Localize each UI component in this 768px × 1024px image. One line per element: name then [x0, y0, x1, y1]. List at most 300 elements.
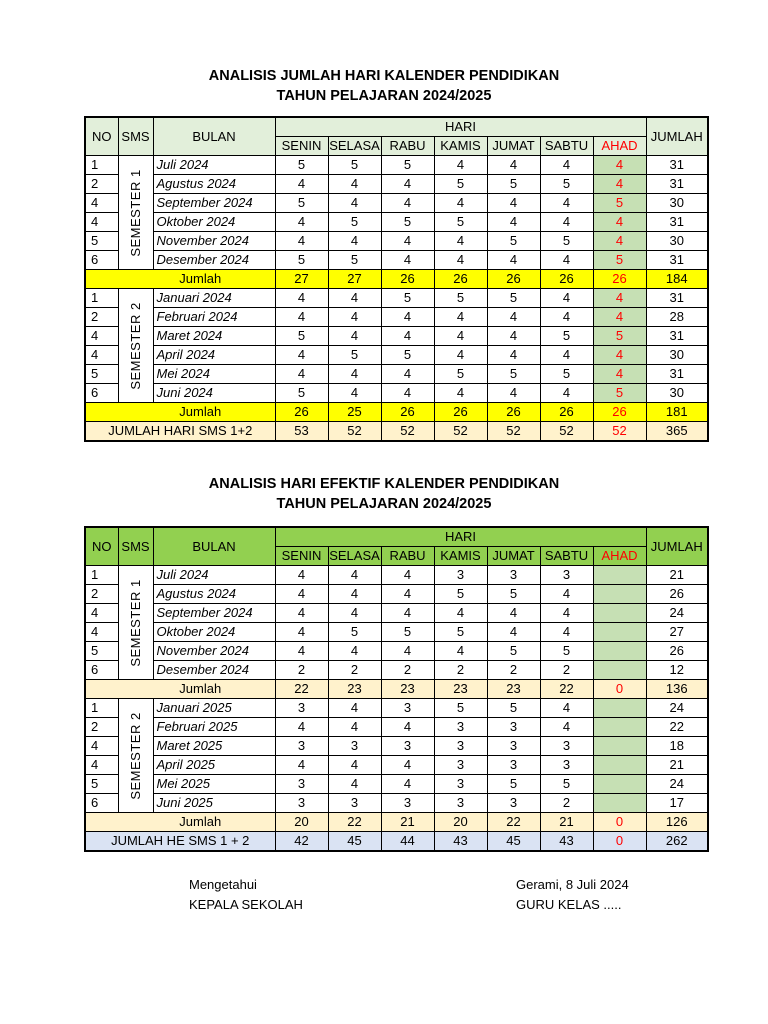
row-number: 6 [85, 251, 118, 270]
sum-value: 26 [434, 403, 487, 422]
table-row [85, 327, 708, 346]
grand-value: 43 [540, 832, 593, 852]
day-count: 2 [540, 661, 593, 680]
signature-left-line1: Mengetahui [189, 877, 257, 892]
sum-value: 26 [593, 270, 646, 289]
header-day: JUMAT [487, 137, 540, 156]
day-count: 4 [593, 346, 646, 365]
day-count: 4 [381, 194, 434, 213]
day-count: 4 [328, 604, 381, 623]
day-count: 4 [381, 566, 434, 585]
sum-value: 27 [275, 270, 328, 289]
day-count: 5 [540, 327, 593, 346]
day-count [593, 756, 646, 775]
sum-value: 26 [540, 270, 593, 289]
day-count: 3 [540, 737, 593, 756]
day-count: 3 [275, 699, 328, 718]
table-row [85, 585, 708, 604]
month-name: Juni 2025 [153, 794, 275, 813]
day-count: 5 [487, 775, 540, 794]
day-count [593, 604, 646, 623]
day-count: 2 [487, 661, 540, 680]
row-total: 22 [646, 718, 708, 737]
header-day: SABTU [540, 547, 593, 566]
day-count: 3 [434, 737, 487, 756]
day-count: 4 [328, 365, 381, 384]
row-total: 31 [646, 251, 708, 270]
row-number: 1 [85, 699, 118, 718]
day-count: 4 [328, 566, 381, 585]
day-count: 5 [593, 327, 646, 346]
day-count: 3 [434, 756, 487, 775]
day-count: 4 [487, 156, 540, 175]
day-count: 4 [434, 346, 487, 365]
day-count: 4 [328, 194, 381, 213]
month-name: April 2024 [153, 346, 275, 365]
header-day: JUMAT [487, 547, 540, 566]
sum-total: 136 [646, 680, 708, 699]
header-day: SELASA [328, 547, 381, 566]
sum-total: 181 [646, 403, 708, 422]
day-count: 4 [381, 718, 434, 737]
day-count: 4 [275, 308, 328, 327]
row-number: 2 [85, 175, 118, 194]
row-total: 28 [646, 308, 708, 327]
row-number: 2 [85, 718, 118, 737]
header-hari: HARI [275, 117, 646, 137]
semester-label [118, 699, 153, 813]
row-total: 31 [646, 156, 708, 175]
day-count: 4 [328, 756, 381, 775]
day-count: 5 [434, 623, 487, 642]
day-count: 4 [487, 213, 540, 232]
table-row [85, 346, 708, 365]
day-count: 4 [593, 175, 646, 194]
semester-sum-row [85, 270, 708, 289]
semester-sum-row [85, 813, 708, 832]
sum-value: 22 [540, 680, 593, 699]
grand-value: 52 [328, 422, 381, 442]
day-count: 4 [487, 327, 540, 346]
day-count: 4 [487, 623, 540, 642]
day-count: 4 [540, 346, 593, 365]
table-row [85, 156, 708, 175]
day-count: 3 [487, 718, 540, 737]
day-count: 5 [328, 346, 381, 365]
sum-value: 22 [487, 813, 540, 832]
day-count: 4 [540, 699, 593, 718]
day-count: 4 [328, 232, 381, 251]
day-count: 4 [540, 213, 593, 232]
semester-sum-row [85, 403, 708, 422]
header-sms: SMS [118, 117, 153, 156]
row-total: 31 [646, 327, 708, 346]
header-jumlah: JUMLAH [646, 117, 708, 156]
day-count: 4 [540, 623, 593, 642]
day-count: 4 [275, 232, 328, 251]
day-count: 5 [540, 642, 593, 661]
day-count: 4 [593, 232, 646, 251]
row-number: 4 [85, 213, 118, 232]
day-count: 4 [593, 213, 646, 232]
day-count: 4 [275, 175, 328, 194]
table-row [85, 384, 708, 403]
day-count [593, 699, 646, 718]
day-count: 4 [275, 756, 328, 775]
day-count: 4 [434, 194, 487, 213]
header-day: SABTU [540, 137, 593, 156]
day-count: 4 [381, 775, 434, 794]
row-number: 5 [85, 365, 118, 384]
day-count: 3 [275, 737, 328, 756]
table-row [85, 308, 708, 327]
header-row [85, 117, 708, 137]
month-name: Mei 2024 [153, 365, 275, 384]
header-no: NO [85, 527, 118, 566]
day-count: 5 [434, 213, 487, 232]
day-count: 4 [275, 623, 328, 642]
sum-value: 26 [381, 270, 434, 289]
header-day: RABU [381, 137, 434, 156]
day-count: 4 [540, 251, 593, 270]
day-count: 5 [540, 365, 593, 384]
header-day: KAMIS [434, 137, 487, 156]
month-name: November 2024 [153, 642, 275, 661]
month-name: Januari 2025 [153, 699, 275, 718]
semester-sum-label: Jumlah [85, 403, 275, 422]
day-count: 4 [328, 699, 381, 718]
day-count: 5 [593, 251, 646, 270]
day-count: 4 [434, 604, 487, 623]
header-day: SENIN [275, 547, 328, 566]
row-total: 31 [646, 289, 708, 308]
day-count: 2 [328, 661, 381, 680]
sum-value: 20 [275, 813, 328, 832]
grand-value: 44 [381, 832, 434, 852]
table2-title-line2: TAHUN PELAJARAN 2024/2025 [276, 496, 492, 512]
month-name: Februari 2024 [153, 308, 275, 327]
semester-label-text: SEMESTER 2 [127, 711, 143, 800]
sum-value: 23 [328, 680, 381, 699]
sum-value: 22 [275, 680, 328, 699]
grand-value: 42 [275, 832, 328, 852]
day-count: 3 [328, 794, 381, 813]
day-count: 5 [328, 623, 381, 642]
row-number: 2 [85, 585, 118, 604]
header-bulan: BULAN [153, 117, 275, 156]
day-count: 5 [434, 175, 487, 194]
sum-value: 0 [593, 680, 646, 699]
sum-total: 184 [646, 270, 708, 289]
day-count: 5 [381, 623, 434, 642]
calendar-days-table [84, 116, 709, 442]
day-count: 4 [328, 175, 381, 194]
effective-days-table [84, 526, 709, 852]
header-day: KAMIS [434, 547, 487, 566]
row-total: 24 [646, 775, 708, 794]
day-count: 4 [275, 718, 328, 737]
row-number: 4 [85, 756, 118, 775]
grand-value: 53 [275, 422, 328, 442]
header-day: AHAD [593, 137, 646, 156]
day-count: 4 [381, 585, 434, 604]
row-number: 1 [85, 289, 118, 308]
table-row [85, 737, 708, 756]
grand-value: 52 [540, 422, 593, 442]
day-count: 3 [381, 699, 434, 718]
sum-value: 23 [434, 680, 487, 699]
day-count: 5 [540, 232, 593, 251]
table-row [85, 566, 708, 585]
row-total: 24 [646, 699, 708, 718]
day-count: 4 [275, 213, 328, 232]
day-count: 4 [487, 194, 540, 213]
month-name: Agustus 2024 [153, 585, 275, 604]
day-count: 5 [434, 699, 487, 718]
sum-value: 26 [487, 403, 540, 422]
grand-value: 45 [328, 832, 381, 852]
header-sms: SMS [118, 527, 153, 566]
signature-right-line2: GURU KELAS ..... [516, 897, 622, 912]
row-number: 4 [85, 346, 118, 365]
semester-label-text: SEMESTER 1 [127, 578, 143, 667]
row-total: 30 [646, 232, 708, 251]
table2-title [0, 474, 768, 514]
day-count: 2 [434, 661, 487, 680]
table-row [85, 642, 708, 661]
day-count [593, 661, 646, 680]
day-count: 5 [487, 365, 540, 384]
header-day: RABU [381, 547, 434, 566]
sum-value: 27 [328, 270, 381, 289]
row-total: 21 [646, 566, 708, 585]
day-count [593, 718, 646, 737]
day-count: 5 [275, 156, 328, 175]
header-bulan: BULAN [153, 527, 275, 566]
day-count [593, 737, 646, 756]
row-total: 30 [646, 384, 708, 403]
day-count: 5 [381, 156, 434, 175]
row-number: 2 [85, 308, 118, 327]
row-total: 31 [646, 365, 708, 384]
header-day: SENIN [275, 137, 328, 156]
semester-sum-label: Jumlah [85, 270, 275, 289]
day-count [593, 566, 646, 585]
sum-value: 26 [381, 403, 434, 422]
month-name: September 2024 [153, 194, 275, 213]
day-count: 3 [381, 737, 434, 756]
day-count: 4 [593, 308, 646, 327]
day-count: 4 [328, 289, 381, 308]
day-count: 4 [540, 604, 593, 623]
day-count: 4 [434, 232, 487, 251]
day-count: 4 [381, 251, 434, 270]
day-count: 4 [593, 156, 646, 175]
grand-value: 45 [487, 832, 540, 852]
table-row [85, 718, 708, 737]
month-name: Januari 2024 [153, 289, 275, 308]
row-total: 24 [646, 604, 708, 623]
row-total: 31 [646, 213, 708, 232]
day-count: 4 [487, 308, 540, 327]
row-number: 4 [85, 604, 118, 623]
day-count: 5 [540, 775, 593, 794]
day-count: 5 [434, 365, 487, 384]
grand-total-row [85, 832, 708, 852]
day-count: 4 [328, 308, 381, 327]
table1-title-line1: ANALISIS JUMLAH HARI KALENDER PENDIDIKAN [208, 68, 560, 84]
row-total: 17 [646, 794, 708, 813]
table-row [85, 756, 708, 775]
row-total: 21 [646, 756, 708, 775]
semester-label [118, 156, 153, 270]
day-count: 5 [381, 289, 434, 308]
day-count: 4 [328, 718, 381, 737]
day-count: 5 [275, 251, 328, 270]
day-count: 4 [381, 642, 434, 661]
day-count: 3 [381, 794, 434, 813]
day-count: 4 [540, 156, 593, 175]
day-count: 4 [381, 232, 434, 251]
row-number: 5 [85, 232, 118, 251]
sum-total: 126 [646, 813, 708, 832]
day-count: 4 [381, 327, 434, 346]
day-count: 4 [434, 308, 487, 327]
day-count: 4 [593, 289, 646, 308]
month-name: Februari 2025 [153, 718, 275, 737]
month-name: Oktober 2024 [153, 623, 275, 642]
day-count: 4 [381, 365, 434, 384]
month-name: Agustus 2024 [153, 175, 275, 194]
sum-value: 0 [593, 813, 646, 832]
day-count: 4 [275, 585, 328, 604]
day-count: 5 [487, 585, 540, 604]
row-total: 30 [646, 194, 708, 213]
day-count: 5 [540, 175, 593, 194]
day-count: 5 [275, 384, 328, 403]
day-count: 5 [487, 289, 540, 308]
day-count: 3 [487, 737, 540, 756]
table2-title-line1: ANALISIS HARI EFEKTIF KALENDER PENDIDIKAN [208, 476, 560, 492]
header-hari: HARI [275, 527, 646, 547]
month-name: Desember 2024 [153, 661, 275, 680]
day-count: 5 [487, 232, 540, 251]
grand-total: 262 [646, 832, 708, 852]
month-name: Juli 2024 [153, 156, 275, 175]
signature-left-line2: KEPALA SEKOLAH [189, 897, 303, 912]
sum-value: 25 [328, 403, 381, 422]
semester-sum-label: Jumlah [85, 813, 275, 832]
month-name: Desember 2024 [153, 251, 275, 270]
sum-value: 23 [381, 680, 434, 699]
sum-value: 26 [540, 403, 593, 422]
day-count: 4 [328, 384, 381, 403]
row-number: 1 [85, 566, 118, 585]
day-count: 3 [328, 737, 381, 756]
day-count: 4 [275, 642, 328, 661]
table-row [85, 699, 708, 718]
day-count: 4 [328, 642, 381, 661]
day-count: 4 [434, 384, 487, 403]
table1-title-line2: TAHUN PELAJARAN 2024/2025 [276, 88, 492, 104]
day-count: 2 [381, 661, 434, 680]
day-count: 4 [487, 604, 540, 623]
day-count: 3 [434, 775, 487, 794]
day-count: 4 [381, 384, 434, 403]
row-number: 4 [85, 737, 118, 756]
day-count: 4 [328, 775, 381, 794]
day-count: 4 [540, 308, 593, 327]
table-row [85, 213, 708, 232]
table-row [85, 175, 708, 194]
sum-value: 26 [593, 403, 646, 422]
semester-label [118, 289, 153, 403]
row-total: 26 [646, 585, 708, 604]
grand-value: 52 [434, 422, 487, 442]
day-count: 4 [381, 756, 434, 775]
day-count: 3 [434, 566, 487, 585]
day-count: 4 [540, 718, 593, 737]
table-row [85, 365, 708, 384]
day-count: 5 [328, 156, 381, 175]
row-number: 4 [85, 194, 118, 213]
row-number: 6 [85, 384, 118, 403]
day-count: 5 [593, 194, 646, 213]
sum-value: 20 [434, 813, 487, 832]
day-count: 3 [434, 794, 487, 813]
table-row [85, 194, 708, 213]
day-count: 4 [381, 604, 434, 623]
day-count: 5 [328, 251, 381, 270]
signature-right [516, 876, 629, 914]
day-count: 5 [593, 384, 646, 403]
day-count: 3 [487, 566, 540, 585]
day-count: 5 [275, 194, 328, 213]
month-name: November 2024 [153, 232, 275, 251]
day-count: 3 [487, 794, 540, 813]
grand-value: 0 [593, 832, 646, 852]
day-count: 4 [487, 346, 540, 365]
grand-total-label: JUMLAH HE SMS 1 + 2 [85, 832, 275, 852]
header-row [85, 527, 708, 547]
grand-value: 52 [593, 422, 646, 442]
day-count: 4 [593, 365, 646, 384]
table-row [85, 794, 708, 813]
day-count: 5 [328, 213, 381, 232]
sum-value: 21 [540, 813, 593, 832]
grand-value: 43 [434, 832, 487, 852]
day-count: 3 [487, 756, 540, 775]
month-name: Juni 2024 [153, 384, 275, 403]
row-number: 4 [85, 623, 118, 642]
header-no: NO [85, 117, 118, 156]
row-total: 18 [646, 737, 708, 756]
semester-sum-row [85, 680, 708, 699]
day-count: 4 [434, 642, 487, 661]
day-count [593, 623, 646, 642]
signature-left [189, 876, 303, 914]
day-count: 4 [381, 308, 434, 327]
table-row [85, 289, 708, 308]
day-count: 5 [487, 175, 540, 194]
month-name: Juli 2024 [153, 566, 275, 585]
table-row [85, 661, 708, 680]
semester-label [118, 566, 153, 680]
sum-value: 23 [487, 680, 540, 699]
month-name: Maret 2025 [153, 737, 275, 756]
month-name: Oktober 2024 [153, 213, 275, 232]
day-count: 4 [275, 604, 328, 623]
